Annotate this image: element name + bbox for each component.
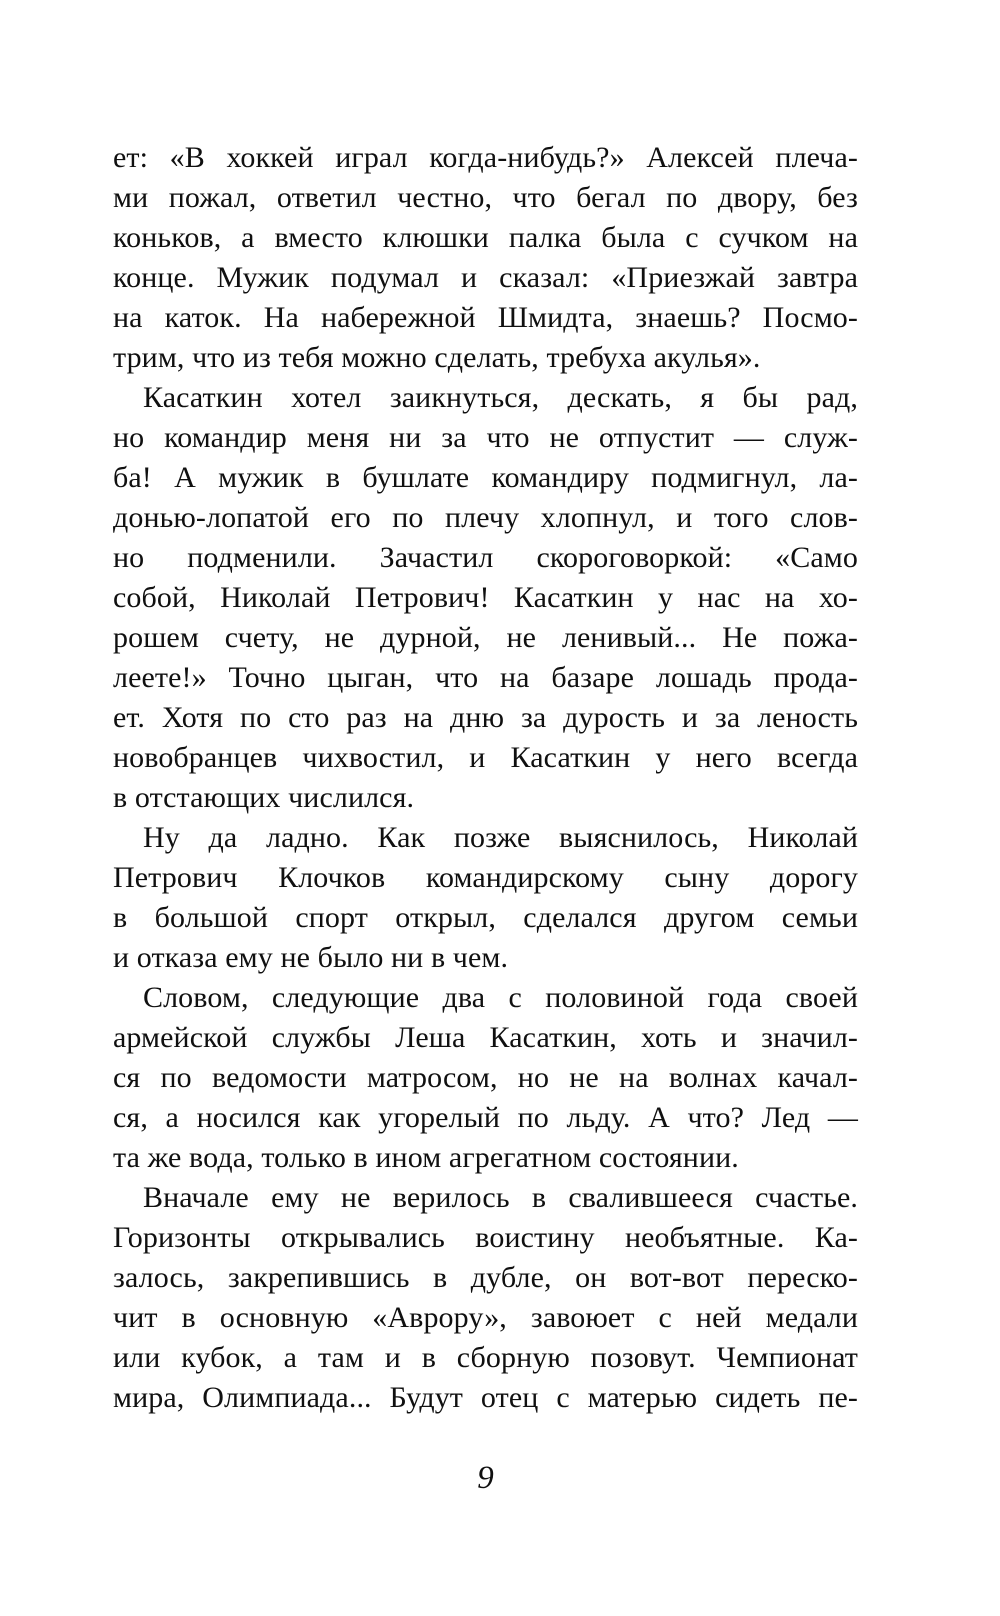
text-line: армейской службы Леша Касаткин, хоть и значил- bbox=[113, 1021, 858, 1054]
text-line: ми пожал, ответил честно, что бегал по двору, без bbox=[113, 181, 858, 214]
text-line: мира, Олимпиада... Будут отец с матерью сидеть пе- bbox=[113, 1381, 858, 1414]
text-line: на каток. На набережной Шмидта, знаешь? Посмо- bbox=[113, 301, 858, 334]
text-line: залось, закрепившись в дубле, он вот-вот переско- bbox=[113, 1261, 858, 1294]
text-line: Ну да ладно. Как позже выяснилось, Николай bbox=[143, 821, 858, 854]
page-body bbox=[113, 138, 858, 1418]
text-line: рошем счету, не дурной, не ленивый... Не пожа- bbox=[113, 621, 858, 654]
text-line: Словом, следующие два с половиной года своей bbox=[143, 981, 858, 1014]
text-line: та же вода, только в ином агрегатном состоянии. bbox=[113, 1141, 739, 1174]
text-line: или кубок, а там и в сборную позовут. Чемпионат bbox=[113, 1341, 858, 1374]
text-line: новобранцев чихвостил, и Касаткин у него всегда bbox=[113, 741, 858, 774]
text-line: Вначале ему не верилось в свалившееся счастье. bbox=[143, 1181, 858, 1214]
page-number: 9 bbox=[477, 1460, 494, 1496]
text-line: донью-лопатой его по плечу хлопнул, и того слов- bbox=[113, 501, 858, 534]
text-line: трим, что из тебя можно сделать, требуха акулья». bbox=[113, 341, 761, 374]
text-line: но командир меня ни за что не отпустит — служ- bbox=[113, 421, 858, 454]
text-line: в большой спорт открыл, сделался другом семьи bbox=[113, 901, 858, 934]
text-line: Горизонты открывались воистину необъятные. Ка- bbox=[113, 1221, 858, 1254]
text-line: конце. Мужик подумал и сказал: «Приезжай завтра bbox=[113, 261, 858, 294]
text-line: ба! А мужик в бушлате командиру подмигнул, ла- bbox=[113, 461, 858, 494]
text-line: собой, Николай Петрович! Касаткин у нас на хо- bbox=[113, 581, 858, 614]
text-line: ет. Хотя по сто раз на дню за дурость и за леность bbox=[113, 701, 858, 734]
text-line: Петрович Клочков командирскому сыну дорогу bbox=[113, 861, 858, 894]
text-line: Касаткин хотел заикнуться, дескать, я бы рад, bbox=[143, 381, 858, 414]
text-line: и отказа ему не было ни в чем. bbox=[113, 941, 509, 974]
text-line: ет: «В хоккей играл когда-нибудь?» Алексей плеча- bbox=[113, 141, 858, 174]
text-line: в отстающих числился. bbox=[113, 781, 415, 814]
text-line: коньков, а вместо клюшки палка была с сучком на bbox=[113, 221, 858, 254]
text-line: ся по ведомости матросом, но не на волнах качал- bbox=[113, 1061, 858, 1094]
text-line: ся, а носился как угорелый по льду. А что? Лед — bbox=[113, 1101, 858, 1134]
text-line: чит в основную «Аврору», завоюет с ней медали bbox=[113, 1301, 858, 1334]
text-line: леете!» Точно цыган, что на базаре лошадь прода- bbox=[113, 661, 858, 694]
text-line: но подменили. Зачастил скороговоркой: «Само bbox=[113, 541, 858, 574]
